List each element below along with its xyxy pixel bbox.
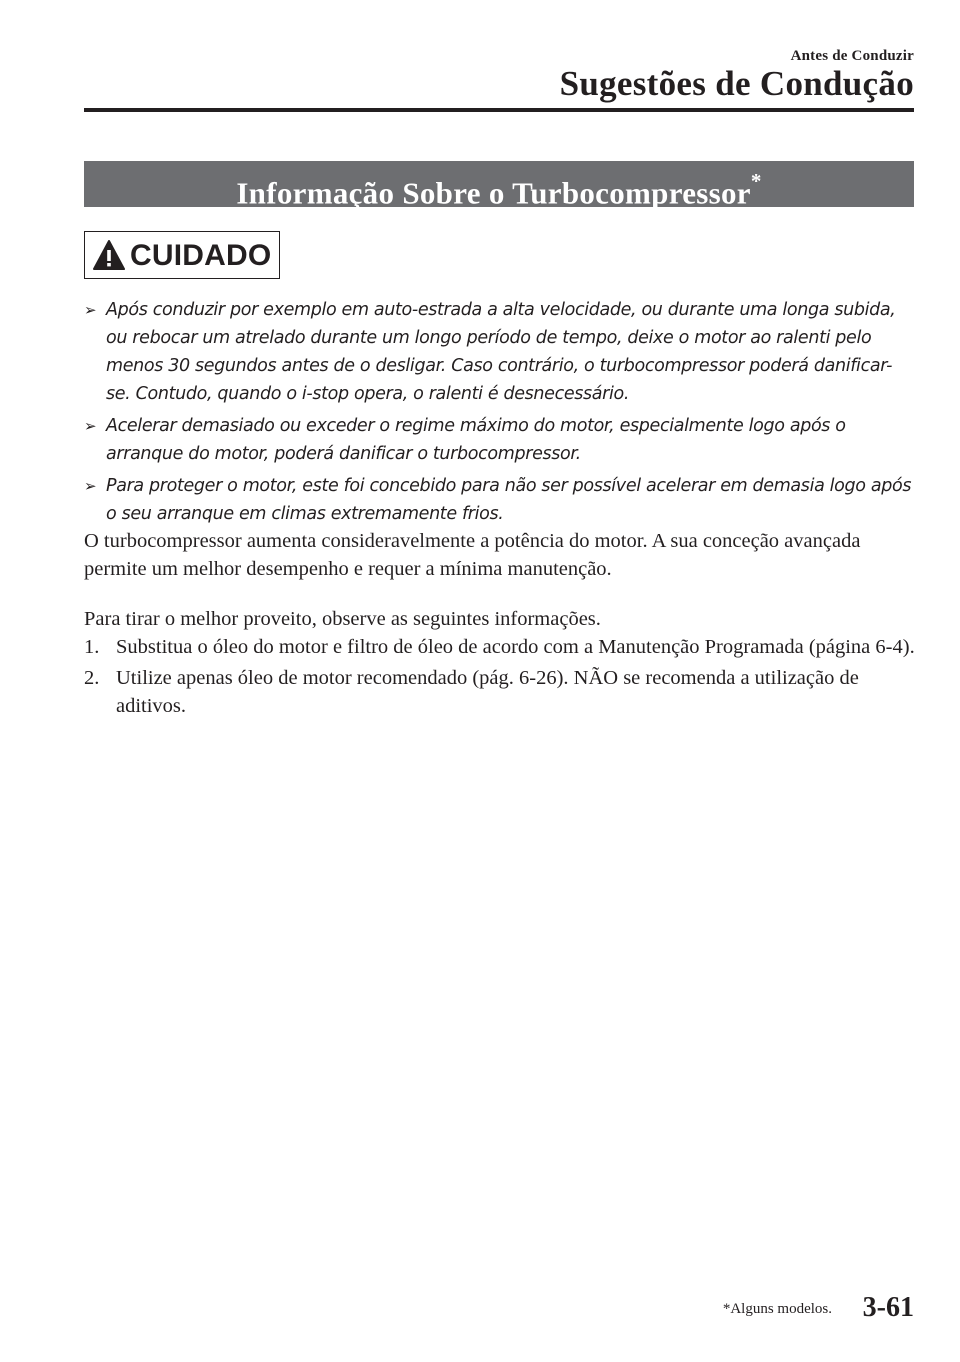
caution-item-text: Acelerar demasiado ou exceder o regime máximo do motor, especialmente logo após o arranque do motor, poderá danificar o turbocompressor.: [106, 416, 846, 464]
caution-item: [84, 296, 914, 408]
caution-item-text: Para proteger o motor, este foi concebido para não ser possível acelerar em demasia logo após o seu arranque em climas extremamente frios.: [106, 476, 912, 524]
step-item: [84, 664, 924, 720]
caution-item-text: Após conduzir por exemplo em auto-estrada a alta velocidade, ou durante uma longa subida, ou rebocar um atrelado durante um longo período de tempo, deixe o motor ao ralenti pelo menos 30 segundos antes de o desligar. Caso contrário, o turbocompressor poderá danificar-se. Contudo, quando o i-stop opera, o ralenti é desnecessário.: [106, 300, 896, 404]
instructions-intro: Para tirar o melhor proveito, observe as seguintes informações.: [84, 608, 601, 630]
banner-title: Informação Sobre o Turbocompressor: [236, 175, 751, 211]
arrow-bullet-icon: ➢: [84, 417, 97, 435]
section-title: Sugestões de Condução: [559, 64, 914, 103]
warning-triangle-icon: [92, 239, 126, 271]
caution-label: CUIDADO: [130, 239, 272, 272]
intro-paragraph: O turbocompressor aumenta consideravelmente a potência do motor. A sua conceção avançada permite um melhor desempenho e requer a mínima manutenção.: [84, 530, 861, 580]
step-text: Utilize apenas óleo de motor recomendado (pág. 6-26). NÃO se recomenda a utilização de aditivos.: [116, 667, 859, 717]
chapter-title: Antes de Conduzir: [790, 48, 914, 64]
caution-item: [84, 412, 914, 468]
step-item: [84, 633, 924, 661]
caution-list: [84, 296, 914, 532]
section-banner: [84, 161, 914, 211]
header-divider: [84, 108, 914, 112]
arrow-bullet-icon: ➢: [84, 477, 97, 495]
footnote-mark: *: [750, 169, 762, 193]
caution-box: [84, 231, 280, 279]
maintenance-steps: [84, 633, 924, 723]
step-number: 2.: [84, 667, 100, 689]
footnote: *Alguns modelos.: [722, 1301, 832, 1317]
step-text: Substitua o óleo do motor e filtro de óleo de acordo com a Manutenção Programada (página 6-4).: [116, 636, 915, 658]
arrow-bullet-icon: ➢: [84, 301, 97, 319]
caution-item: [84, 472, 914, 528]
page-number: 3-61: [862, 1292, 914, 1323]
step-number: 1.: [84, 636, 100, 658]
